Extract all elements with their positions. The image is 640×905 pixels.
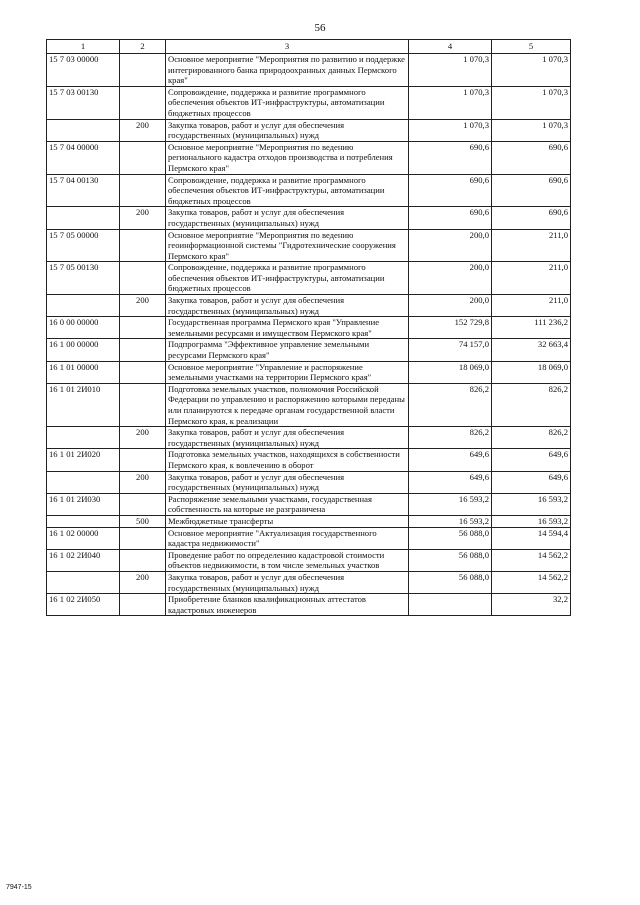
row-amount-1: 826,2 xyxy=(409,427,492,449)
row-amount-2: 14 562,2 xyxy=(492,571,571,593)
row-name: Подпрограмма "Эффективное управление земельными ресурсами Пермского края" xyxy=(166,339,409,361)
row-code xyxy=(47,515,120,527)
row-amount-1: 649,6 xyxy=(409,471,492,493)
header-cell-1: 1 xyxy=(47,40,120,54)
row-expense-type xyxy=(120,594,166,616)
row-amount-1: 1 070,3 xyxy=(409,54,492,87)
row-amount-1: 1 070,3 xyxy=(409,86,492,119)
row-name: Проведение работ по определению кадастровой стоимости объектов недвижимости, в том числе земельных участков xyxy=(166,549,409,571)
row-expense-type xyxy=(120,549,166,571)
row-name: Основное мероприятие "Актуализация государственного кадастра недвижимости" xyxy=(166,527,409,549)
row-amount-2: 826,2 xyxy=(492,383,571,426)
row-name: Закупка товаров, работ и услуг для обеспечения государственных (муниципальных) нужд xyxy=(166,119,409,141)
row-name: Закупка товаров, работ и услуг для обеспечения государственных (муниципальных) нужд xyxy=(166,295,409,317)
row-name: Распоряжение земельными участками, государственная собственность на которые не разграничена xyxy=(166,493,409,515)
row-amount-1: 16 593,2 xyxy=(409,515,492,527)
row-amount-1: 690,6 xyxy=(409,207,492,229)
row-name: Основное мероприятие "Мероприятия по ведению геоинформационной системы "Гидротехнические сооружения Пермского края" xyxy=(166,229,409,262)
row-amount-1: 826,2 xyxy=(409,383,492,426)
row-amount-2: 111 236,2 xyxy=(492,317,571,339)
row-amount-2: 1 070,3 xyxy=(492,86,571,119)
row-amount-1: 200,0 xyxy=(409,229,492,262)
row-code: 16 0 00 00000 xyxy=(47,317,120,339)
budget-table xyxy=(46,39,571,616)
table-row xyxy=(47,262,571,295)
row-expense-type: 200 xyxy=(120,571,166,593)
row-expense-type: 200 xyxy=(120,471,166,493)
row-name: Основное мероприятие "Мероприятия по развитию и поддержке интегрированного банка природоохранных данных Пермского края" xyxy=(166,54,409,87)
row-code: 16 1 01 2И020 xyxy=(47,449,120,471)
row-code: 16 1 01 2И030 xyxy=(47,493,120,515)
row-amount-2: 14 594,4 xyxy=(492,527,571,549)
row-amount-2: 211,0 xyxy=(492,262,571,295)
row-code: 15 7 04 00130 xyxy=(47,174,120,207)
row-expense-type: 200 xyxy=(120,427,166,449)
row-amount-2: 1 070,3 xyxy=(492,119,571,141)
row-name: Подготовка земельных участков, находящихся в собственности Пермского края, к вовлечению в оборот xyxy=(166,449,409,471)
row-name: Основное мероприятие "Управление и распоряжение земельными участками на территории Пермского края" xyxy=(166,361,409,383)
row-expense-type xyxy=(120,339,166,361)
row-amount-1: 690,6 xyxy=(409,141,492,174)
row-code: 15 7 03 00000 xyxy=(47,54,120,87)
table-row xyxy=(47,427,571,449)
row-code: 16 1 02 00000 xyxy=(47,527,120,549)
header-cell-4: 4 xyxy=(409,40,492,54)
row-amount-1 xyxy=(409,594,492,616)
row-amount-1: 18 069,0 xyxy=(409,361,492,383)
row-amount-1: 56 088,0 xyxy=(409,527,492,549)
row-name: Закупка товаров, работ и услуг для обеспечения государственных (муниципальных) нужд xyxy=(166,427,409,449)
row-expense-type xyxy=(120,493,166,515)
table-row xyxy=(47,571,571,593)
row-amount-1: 1 070,3 xyxy=(409,119,492,141)
page-number: 56 xyxy=(314,22,326,34)
row-amount-2: 690,6 xyxy=(492,207,571,229)
row-code: 16 1 01 2И010 xyxy=(47,383,120,426)
table-row xyxy=(47,86,571,119)
row-expense-type xyxy=(120,141,166,174)
row-code: 16 1 00 00000 xyxy=(47,339,120,361)
row-expense-type xyxy=(120,449,166,471)
row-name: Сопровождение, поддержка и развитие программного обеспечения объектов ИТ-инфраструктуры, автоматизации бюджетных процессов xyxy=(166,86,409,119)
row-amount-2: 16 593,2 xyxy=(492,515,571,527)
row-code xyxy=(47,427,120,449)
row-code: 15 7 05 00130 xyxy=(47,262,120,295)
row-amount-1: 649,6 xyxy=(409,449,492,471)
table-row xyxy=(47,471,571,493)
table-row xyxy=(47,119,571,141)
row-name: Основное мероприятие "Мероприятия по ведению регионального кадастра отходов производства и потребления Пермского края" xyxy=(166,141,409,174)
row-amount-2: 690,6 xyxy=(492,174,571,207)
table-row xyxy=(47,594,571,616)
table-row xyxy=(47,207,571,229)
row-name: Сопровождение, поддержка и развитие программного обеспечения объектов ИТ-инфраструктуры, автоматизации бюджетных процессов xyxy=(166,262,409,295)
row-amount-2: 14 562,2 xyxy=(492,549,571,571)
table-row xyxy=(47,174,571,207)
row-code xyxy=(47,119,120,141)
row-amount-2: 18 069,0 xyxy=(492,361,571,383)
table-row xyxy=(47,339,571,361)
row-name: Закупка товаров, работ и услуг для обеспечения государственных (муниципальных) нужд xyxy=(166,571,409,593)
row-code: 15 7 04 00000 xyxy=(47,141,120,174)
row-code: 15 7 03 00130 xyxy=(47,86,120,119)
table-row xyxy=(47,383,571,426)
table-row xyxy=(47,549,571,571)
row-expense-type xyxy=(120,383,166,426)
row-expense-type: 200 xyxy=(120,295,166,317)
header-cell-2: 2 xyxy=(120,40,166,54)
table-row xyxy=(47,527,571,549)
row-expense-type xyxy=(120,86,166,119)
table-row xyxy=(47,54,571,87)
row-name: Сопровождение, поддержка и развитие программного обеспечения объектов ИТ-инфраструктуры, автоматизации бюджетных процессов xyxy=(166,174,409,207)
row-expense-type xyxy=(120,527,166,549)
table-row xyxy=(47,229,571,262)
row-name: Приобретение бланков квалификационных аттестатов кадастровых инженеров xyxy=(166,594,409,616)
row-amount-1: 56 088,0 xyxy=(409,549,492,571)
footer-code: 7947-15 xyxy=(6,884,32,891)
row-amount-2: 211,0 xyxy=(492,295,571,317)
table-row xyxy=(47,295,571,317)
row-amount-2: 211,0 xyxy=(492,229,571,262)
row-amount-1: 152 729,8 xyxy=(409,317,492,339)
row-amount-2: 32 663,4 xyxy=(492,339,571,361)
row-code xyxy=(47,207,120,229)
row-amount-2: 826,2 xyxy=(492,427,571,449)
row-code: 15 7 05 00000 xyxy=(47,229,120,262)
row-code: 16 1 02 2И040 xyxy=(47,549,120,571)
table-row xyxy=(47,493,571,515)
row-amount-1: 200,0 xyxy=(409,295,492,317)
row-code xyxy=(47,471,120,493)
row-amount-1: 200,0 xyxy=(409,262,492,295)
row-expense-type: 200 xyxy=(120,207,166,229)
row-expense-type xyxy=(120,361,166,383)
header-row xyxy=(47,40,571,54)
table-row xyxy=(47,317,571,339)
row-name: Закупка товаров, работ и услуг для обеспечения государственных (муниципальных) нужд xyxy=(166,471,409,493)
row-code xyxy=(47,295,120,317)
table-row xyxy=(47,515,571,527)
row-amount-2: 32,2 xyxy=(492,594,571,616)
row-expense-type xyxy=(120,54,166,87)
row-name: Подготовка земельных участков, полномочия Российской Федерации по управлению и распоряжению которыми переданы или планируются к передаче органам государственной власти Пермского края, к реализации xyxy=(166,383,409,426)
row-expense-type xyxy=(120,262,166,295)
row-expense-type: 200 xyxy=(120,119,166,141)
row-name: Межбюджетные трансферты xyxy=(166,515,409,527)
row-amount-1: 74 157,0 xyxy=(409,339,492,361)
table-row xyxy=(47,141,571,174)
row-name: Государственная программа Пермского края "Управление земельными ресурсами и имуществом Пермского края" xyxy=(166,317,409,339)
table-row xyxy=(47,361,571,383)
row-amount-2: 690,6 xyxy=(492,141,571,174)
row-amount-2: 649,6 xyxy=(492,471,571,493)
row-expense-type xyxy=(120,229,166,262)
row-code: 16 1 02 2И050 xyxy=(47,594,120,616)
row-amount-2: 1 070,3 xyxy=(492,54,571,87)
row-amount-1: 690,6 xyxy=(409,174,492,207)
row-expense-type xyxy=(120,317,166,339)
table-row xyxy=(47,449,571,471)
row-expense-type: 500 xyxy=(120,515,166,527)
row-amount-2: 16 593,2 xyxy=(492,493,571,515)
row-amount-2: 649,6 xyxy=(492,449,571,471)
header-cell-5: 5 xyxy=(492,40,571,54)
row-name: Закупка товаров, работ и услуг для обеспечения государственных (муниципальных) нужд xyxy=(166,207,409,229)
row-amount-1: 56 088,0 xyxy=(409,571,492,593)
header-cell-3: 3 xyxy=(166,40,409,54)
row-expense-type xyxy=(120,174,166,207)
row-code: 16 1 01 00000 xyxy=(47,361,120,383)
row-code xyxy=(47,571,120,593)
row-amount-1: 16 593,2 xyxy=(409,493,492,515)
